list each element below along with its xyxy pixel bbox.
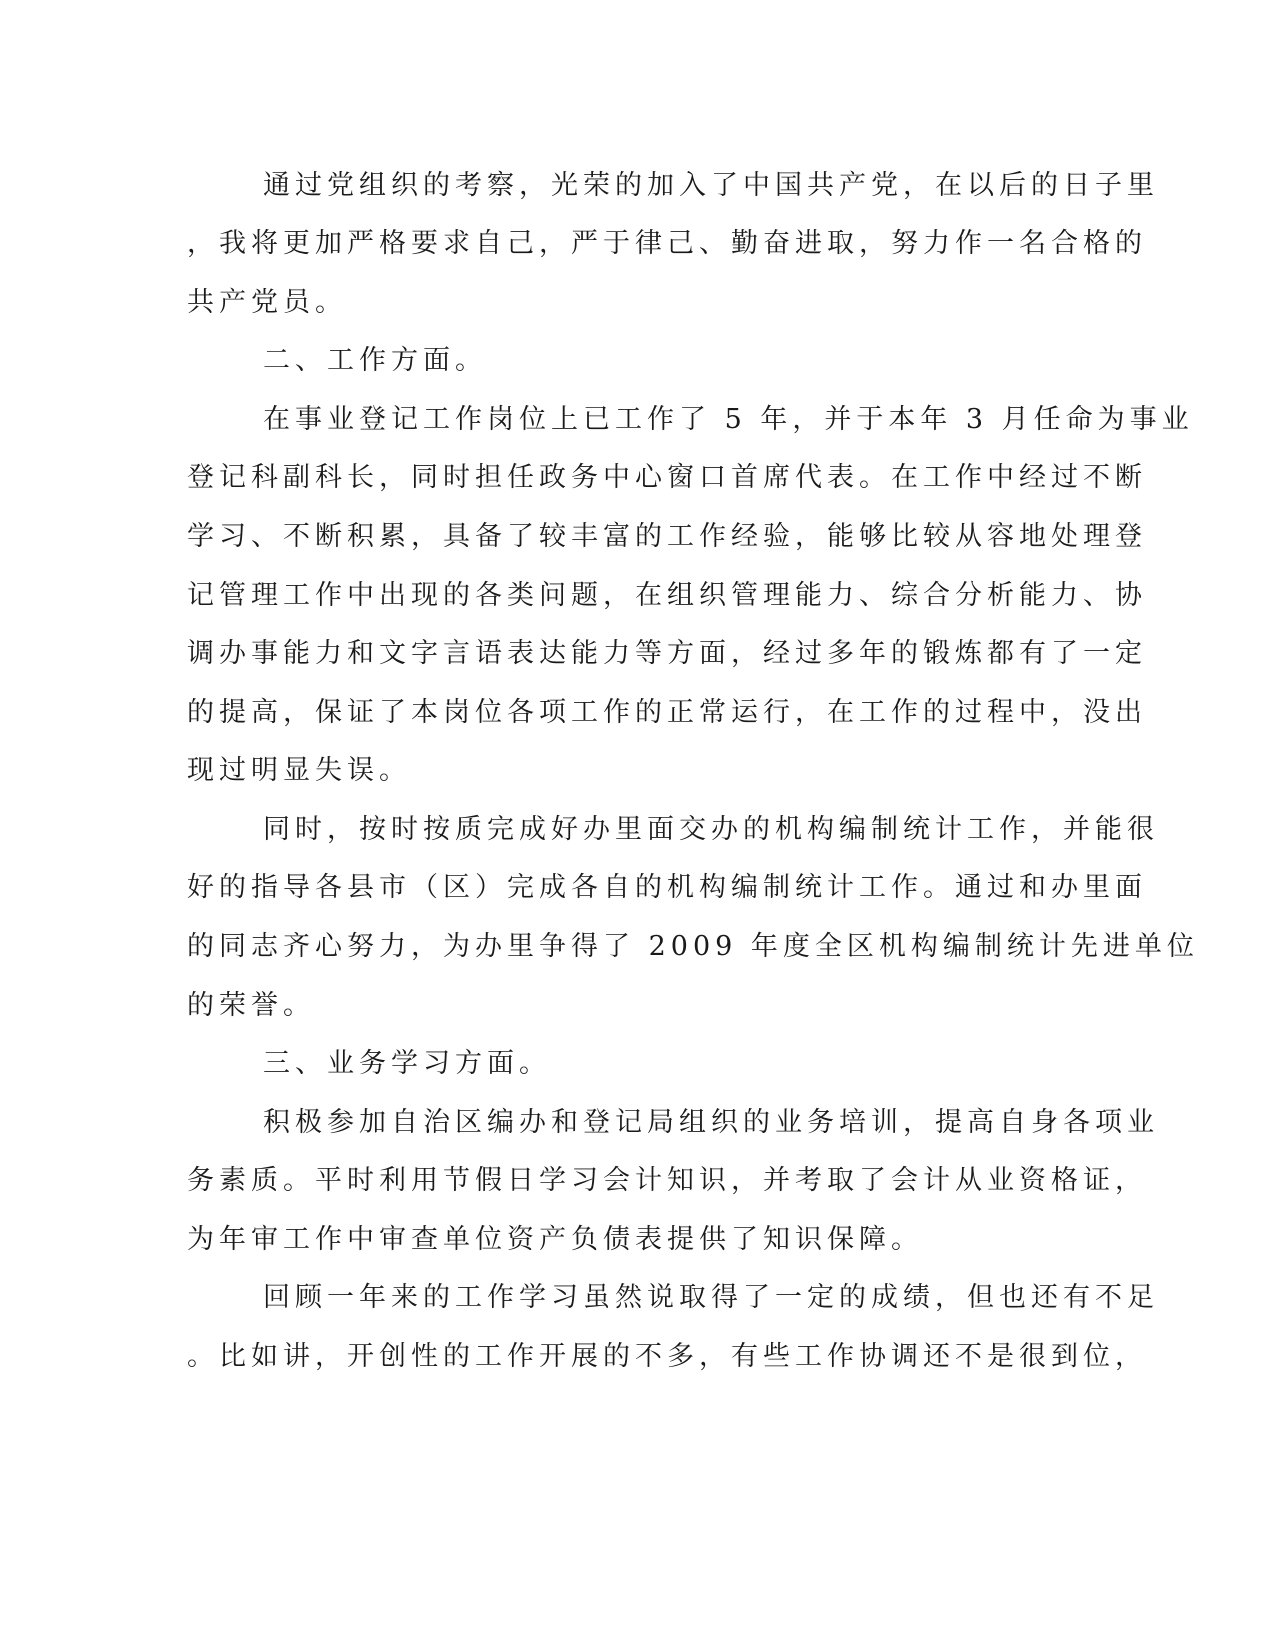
- text-line: 通过党组织的考察，光荣的加入了中国共产党，在以后的日子里: [263, 170, 1159, 201]
- text-line: 的提高，保证了本岗位各项工作的正常运行，在工作的过程中，没出: [187, 697, 1147, 728]
- text-line: 务素质。平时利用节假日学习会计知识，并考取了会计从业资格证，: [187, 1165, 1147, 1196]
- text-line: 回顾一年来的工作学习虽然说取得了一定的成绩，但也还有不足: [263, 1282, 1159, 1313]
- text-line: 同时，按时按质完成好办里面交办的机构编制统计工作，并能很: [263, 814, 1159, 845]
- text-line: 好的指导各县市（区）完成各自的机构编制统计工作。通过和办里面: [187, 872, 1147, 903]
- text-line: 为年审工作中审查单位资产负债表提供了知识保障。: [187, 1224, 923, 1255]
- text-line: 调办事能力和文字言语表达能力等方面，经过多年的锻炼都有了一定: [187, 638, 1147, 669]
- text-line: 共产党员。: [187, 287, 347, 318]
- text-line: ，我将更加严格要求自己，严于律己、勤奋进取，努力作一名合格的: [187, 228, 1147, 259]
- text-line: 学习、不断积累，具备了较丰富的工作经验，能够比较从容地处理登: [187, 521, 1147, 552]
- section-heading: 三、业务学习方面。: [263, 1048, 551, 1079]
- text-line: 。比如讲，开创性的工作开展的不多，有些工作协调还不是很到位，: [187, 1341, 1147, 1372]
- section-heading: 二、工作方面。: [263, 345, 487, 376]
- text-line: 在事业登记工作岗位上已工作了 5 年，并于本年 3 月任命为事业: [263, 404, 1194, 435]
- text-line: 记管理工作中出现的各类问题，在组织管理能力、综合分析能力、协: [187, 580, 1147, 611]
- text-line: 积极参加自治区编办和登记局组织的业务培训，提高自身各项业: [263, 1107, 1159, 1138]
- text-line: 的荣誉。: [187, 990, 315, 1021]
- text-line: 现过明显失误。: [187, 755, 411, 786]
- text-line: 登记科副科长，同时担任政务中心窗口首席代表。在工作中经过不断: [187, 462, 1147, 493]
- text-line: 的同志齐心努力，为办里争得了 2009 年度全区机构编制统计先进单位: [187, 931, 1199, 962]
